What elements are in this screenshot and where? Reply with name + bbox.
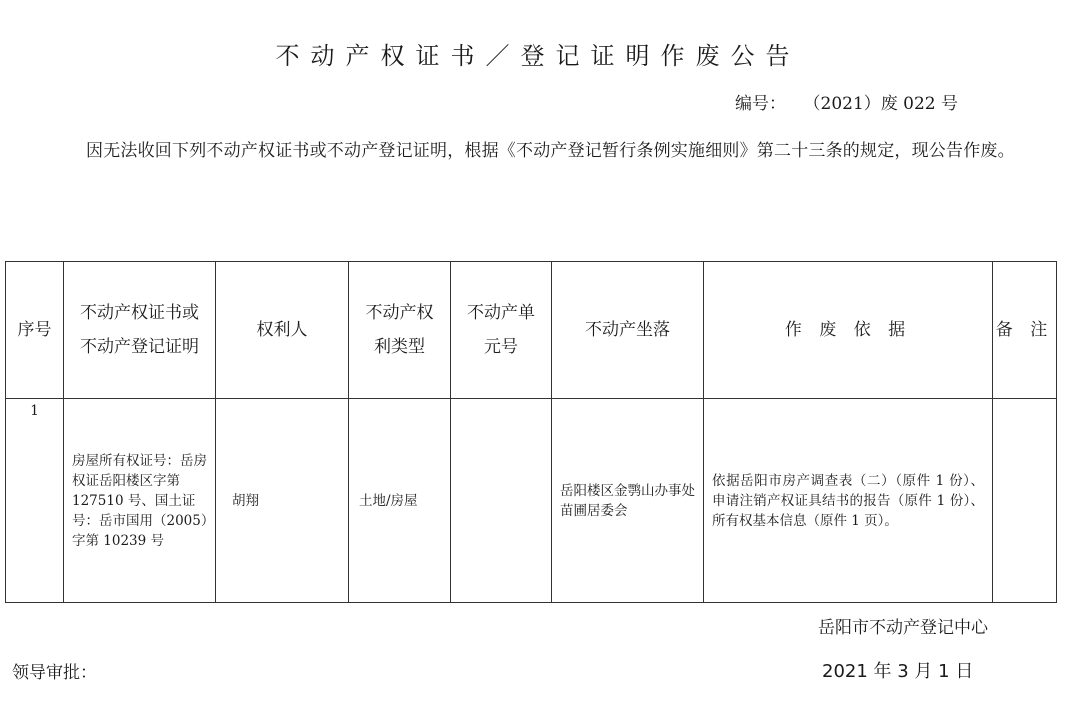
header-basis: 作 废 依 据 xyxy=(704,262,993,399)
header-unit-no xyxy=(451,262,552,399)
header-right-type-text: 不动产权利类型 xyxy=(365,303,434,357)
header-unit-no-text: 不动产单元号 xyxy=(467,303,535,357)
cell-certificate: 房屋所有权证号：岳房权证岳阳楼区字第 127510 号、国土证号：岳市国用（2005）字第 10239 号 xyxy=(64,399,216,603)
header-certificate xyxy=(64,262,216,399)
header-note: 备 注 xyxy=(993,262,1057,399)
cell-basis: 依据岳阳市房产调查表（二）（原件 1 份）、申请注销产权证具结书的报告（原件 1 份）、所有权基本信息（原件 1 页）。 xyxy=(704,399,993,603)
void-certificate-table xyxy=(5,261,1057,603)
issuer-name: 岳阳市不动产登记中心 xyxy=(818,618,988,638)
approval-label: 领导审批： xyxy=(12,663,97,683)
header-certificate-text: 不动产权证书或不动产登记证明 xyxy=(80,303,199,357)
table-header-row xyxy=(6,262,1057,399)
intro-paragraph: 因无法收回下列不动产权证书或不动产登记证明，根据《不动产登记暂行条例实施细则》第二十三条的规定，现公告作废。 xyxy=(86,141,1015,161)
header-seq: 序号 xyxy=(6,262,64,399)
page-title: 不动产权证书／登记证明作废公告 xyxy=(275,42,801,70)
cell-note xyxy=(993,399,1057,603)
table-row xyxy=(6,399,1057,603)
cell-seq: 1 xyxy=(6,399,64,603)
header-location: 不动产坐落 xyxy=(552,262,704,399)
document-number-value: （2021）废 022 号 xyxy=(812,94,959,114)
cell-unit-no xyxy=(451,399,552,603)
cell-right-type: 土地/房屋 xyxy=(349,399,451,603)
cell-location: 岳阳楼区金鹗山办事处苗圃居委会 xyxy=(552,399,704,603)
header-right-type xyxy=(349,262,451,399)
cell-owner: 胡翔 xyxy=(216,399,349,603)
header-owner: 权利人 xyxy=(216,262,349,399)
issue-date: 2021 年 3 月 1 日 xyxy=(822,661,974,682)
document-number xyxy=(735,89,958,114)
document-number-label: 编号： xyxy=(735,94,786,114)
